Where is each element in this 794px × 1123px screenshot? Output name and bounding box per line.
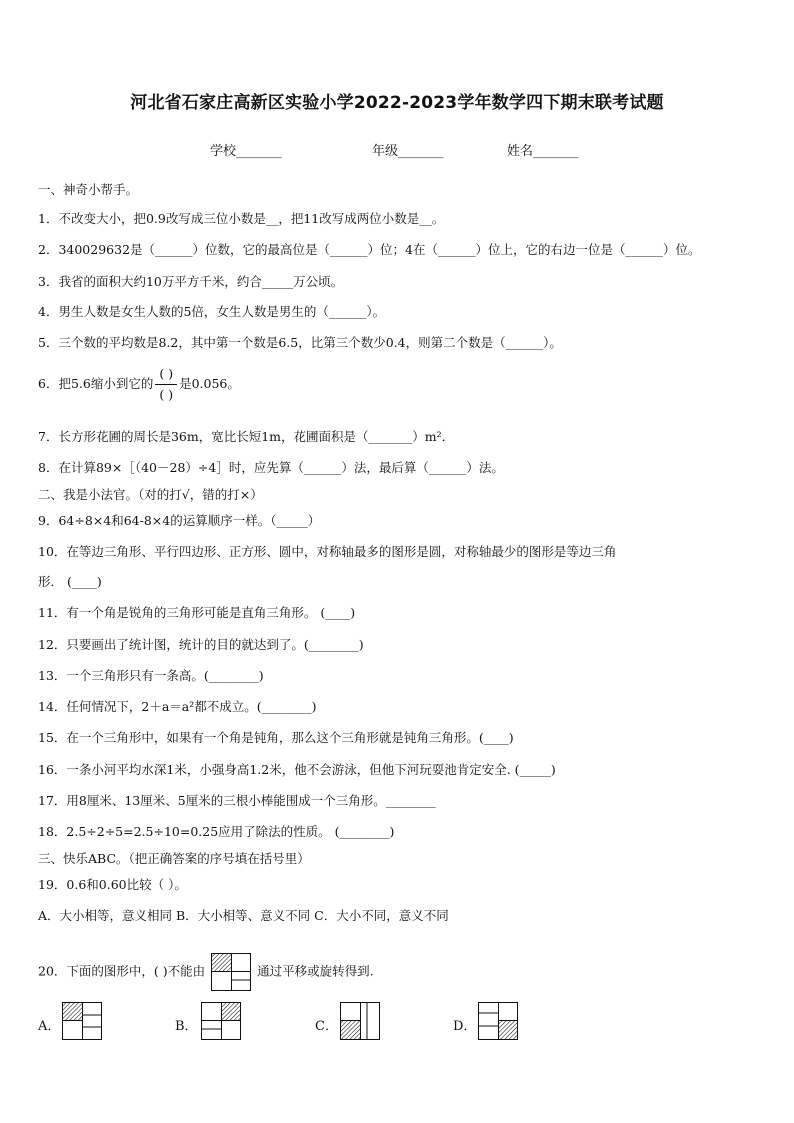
- question-10-line-1: 10．在等边三角形、平行四边形、正方形、圆中，对称轴最多的图形是圆，对称轴最少的图形是等边三角: [38, 544, 617, 559]
- fraction-numerator: ( ): [155, 364, 177, 385]
- question-11: 11．有一个角是锐角的三角形可能是直角三角形。 (____): [38, 605, 356, 620]
- section-1-heading: 一、神奇小帮手。: [38, 182, 139, 197]
- section-3-heading: 三、快乐ABC。（把正确答案的序号填在括号里）: [38, 851, 310, 866]
- question-10-line-2: 形． (____): [38, 574, 102, 589]
- page-title: 河北省石家庄高新区实验小学2022-2023学年数学四下期末联考试题: [130, 93, 664, 113]
- school-field[interactable]: 学校_______: [210, 144, 282, 159]
- question-20-pre: 20．下面的图形中，( )不能由: [38, 963, 206, 979]
- question-15: 15．在一个三角形中，如果有一个角是钝角，那么这个三角形就是钝角三角形。(____): [38, 730, 514, 745]
- fraction-denominator: ( ): [159, 387, 174, 402]
- option-b-figure[interactable]: [201, 1002, 241, 1040]
- section-2-heading: 二、我是小法官。（对的打√，错的打×）: [38, 487, 263, 502]
- question-16: 16．一条小河平均水深1米，小强身高1.2米，他不会游泳，但他下河玩耍池肯定安全. (_____): [38, 762, 556, 777]
- question-20-post: 通过平移或旋转得到.: [257, 963, 374, 979]
- question-7: 7．长方形花圃的周长是36m，宽比长短1m，花圃面积是（_______）m²．: [38, 429, 455, 444]
- question-12: 12．只要画出了统计图，统计的目的就达到了。(________): [38, 637, 364, 652]
- question-9: 9．64÷8×4和64-8×4的运算顺序一样。（_____）: [38, 513, 321, 528]
- option-c-label[interactable]: C．: [315, 1019, 338, 1034]
- option-c-figure[interactable]: [340, 1002, 380, 1040]
- option-a-figure[interactable]: [62, 1002, 102, 1040]
- option-a-label[interactable]: A．: [38, 1019, 61, 1034]
- name-field[interactable]: 姓名_______: [507, 144, 579, 159]
- question-13: 13．一个三角形只有一条高。(________): [38, 668, 264, 683]
- question-3: 3．我省的面积大约10万平方千米，约合_____万公顷。: [38, 274, 344, 289]
- question-4: 4．男生人数是女生人数的5倍，女生人数是男生的（______）。: [38, 304, 386, 319]
- question-14: 14．任何情况下，2＋a＝a²都不成立。(________): [38, 699, 317, 714]
- option-d-figure[interactable]: [478, 1002, 518, 1040]
- question-20: [38, 953, 374, 991]
- question-8: 8．在计算89×［（40－28）÷4］时，应先算（______）法，最后算（______）法。: [38, 460, 504, 475]
- option-b-label[interactable]: B．: [175, 1019, 198, 1034]
- question-6-post: 是0.056。: [179, 376, 240, 391]
- question-6: [38, 364, 240, 405]
- question-19: 19．0.6和0.60比较（ ）。: [38, 877, 187, 892]
- question-19-options: A．大小相等，意义相同 B．大小相等、意义不同 C．大小不同，意义不同: [38, 908, 449, 923]
- reference-figure: [211, 953, 251, 991]
- fraction: [155, 364, 177, 405]
- question-5: 5．三个数的平均数是8.2，其中第一个数是6.5，比第三个数少0.4，则第二个数是（______）。: [38, 335, 562, 350]
- question-6-pre: 6．把5.6缩小到它的: [38, 376, 154, 391]
- question-18: 18．2.5÷2÷5=2.5÷10=0.25应用了除法的性质。 (________): [38, 824, 395, 839]
- question-2: 2．340029632是（______）位数，它的最高位是（______）位；4在（______）位上，它的右边一位是（______）位。: [38, 242, 701, 257]
- option-d-label[interactable]: D．: [453, 1019, 477, 1034]
- question-17: 17．用8厘米、13厘米、5厘米的三根小棒能围成一个三角形。________: [38, 793, 436, 808]
- grade-field[interactable]: 年级_______: [372, 144, 444, 159]
- question-1: 1．不改变大小，把0.9改写成三位小数是__，把11改写成两位小数是__。: [38, 211, 445, 226]
